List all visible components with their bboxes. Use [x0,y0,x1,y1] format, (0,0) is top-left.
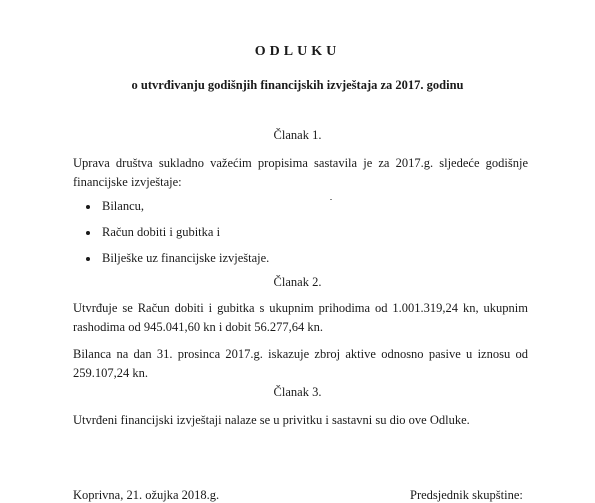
list-item [86,199,144,214]
list-item [86,251,269,266]
article-3-paragraph-1: Utvrđeni financijski izvještaji nalaze se u privitku i sastavni su dio ove Odluke. [73,413,470,427]
list-item-label: Bilješke uz financijske izvještaje. [102,251,270,265]
list-item [86,225,220,240]
bullet-icon [86,231,90,235]
bullet-icon [86,257,90,261]
document-title: ODLUKU [254,44,341,59]
document-subtitle: o utvrđivanju godišnjih financijskih izvještaja za 2017. godinu [131,78,464,92]
scan-speck [330,199,332,200]
list-item-label: Bilancu, [102,199,145,213]
article-2-heading: Članak 2. [273,275,322,289]
place-date: Koprivna, 21. ožujka 2018.g. [73,488,220,502]
article-2-paragraph-1: Utvrđuje se Račun dobiti i gubitka s ukupnim prihodima od 1.001.319,24 kn, ukupnim rashodima od 945.041,60 kn i dobit 56.277,64 kn. [73,301,528,334]
article-1-intro: Uprava društva sukladno važećim propisima sastavila je za 2017.g. sljedeće godišnje financijske izvještaje: [73,156,528,189]
signatory-label: Predsjednik skupštine: [410,488,523,502]
article-1-heading: Članak 1. [273,128,322,142]
article-3-heading: Članak 3. [273,385,322,399]
article-2-paragraph-2: Bilanca na dan 31. prosinca 2017.g. iskazuje zbroj aktive odnosno pasive u iznosu od 259.107,24 kn. [73,347,528,380]
list-item-label: Račun dobiti i gubitka i [102,225,221,239]
bullet-icon [86,205,90,209]
